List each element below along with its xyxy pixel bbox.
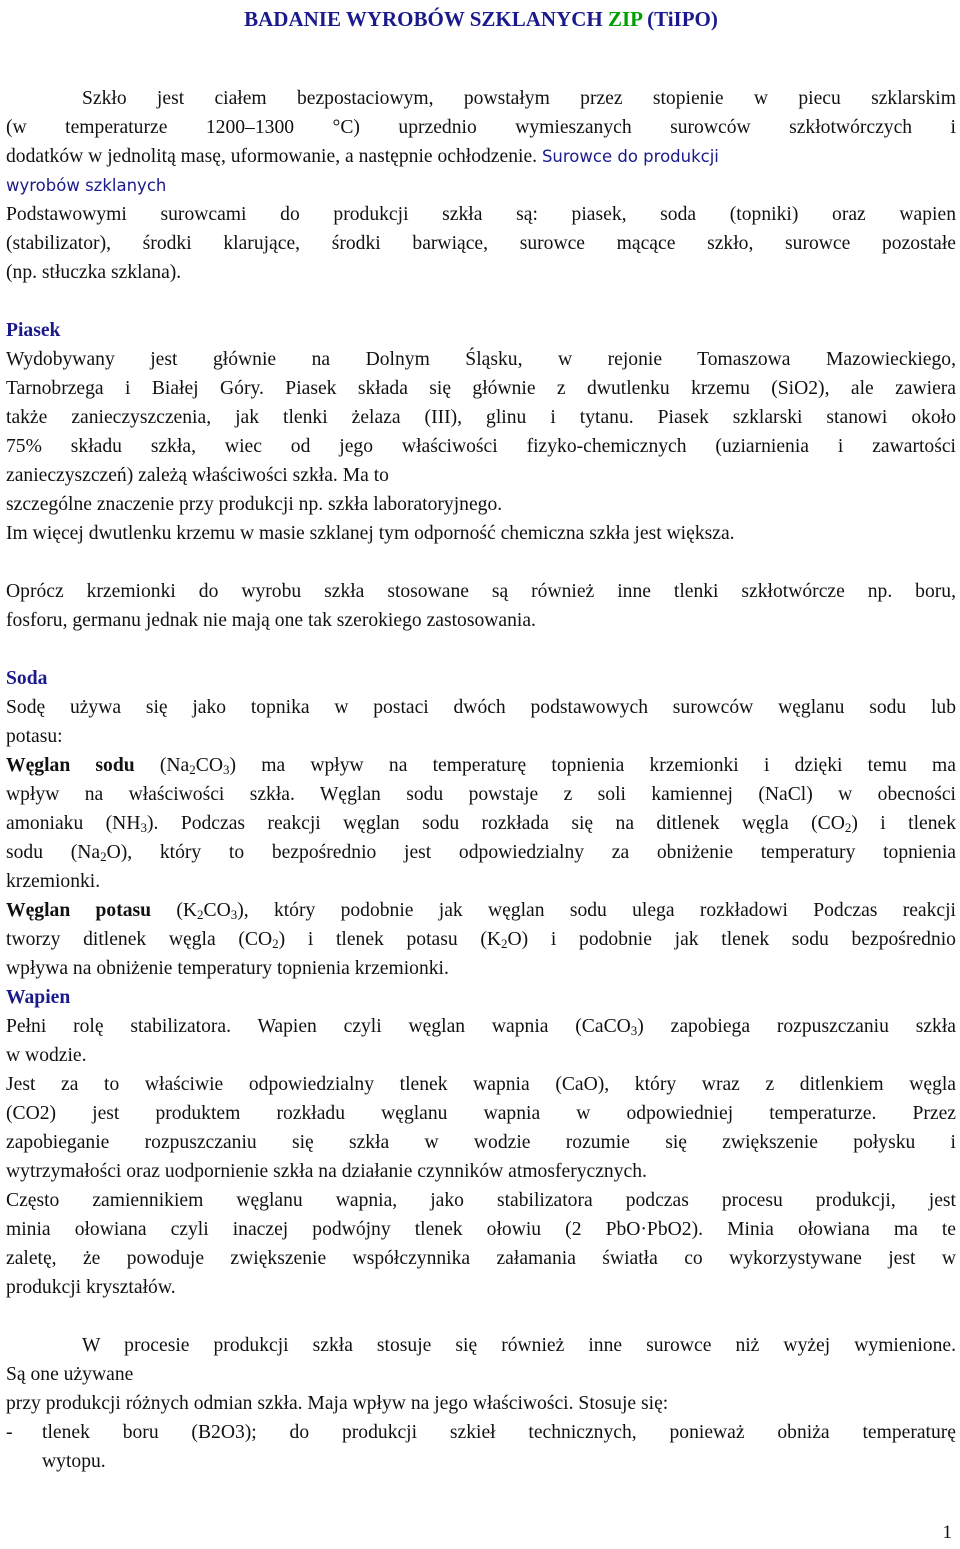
- subscript: 3: [222, 762, 230, 777]
- document-page: [6, 0, 956, 1476]
- text-span: sodu (Na: [6, 842, 101, 863]
- sans-heading-line: wyrobów szklanych: [6, 176, 167, 195]
- title-zip: ZIP: [607, 7, 642, 31]
- process-paragraph: [6, 1331, 956, 1476]
- text-line: Szkło jest ciałem bezpostaciowym, powstałym przez stopienie w piecu szklarskim: [82, 88, 956, 109]
- subscript: 2: [100, 849, 107, 864]
- text-line: przy produkcji różnych odmian szkła. Maja wpływ na jego właściwości. Stosuje się:: [6, 1393, 669, 1414]
- text-line: Sodę używa się jako topnika w postaci dwóch podstawowych surowców węglanu sodu lub: [6, 697, 956, 718]
- text-span: ) i tlenek: [851, 813, 956, 834]
- term-weglan-sodu: Węglan sodu: [6, 755, 135, 776]
- section-heading-wapien: Wapien: [6, 987, 71, 1008]
- text-line: wpływ na właściwości szkła. Węglan sodu powstaje z soli kamiennej (NaCl) w obecności: [6, 784, 956, 805]
- text-line: produkcji kryształów.: [6, 1277, 176, 1298]
- text-line: (stabilizator), środki klarujące, środki barwiące, surowce mącące szkło, surowce pozostałe: [6, 233, 956, 254]
- text-line: [6, 751, 956, 780]
- text-line: [6, 1012, 956, 1041]
- text-line: Oprócz krzemionki do wyrobu szkła stosowane są również inne tlenki szkłotwórcze np. boru,: [6, 581, 956, 602]
- text-span: ). Podczas reakcji węglan sodu rozkłada się na ditlenek węgla (CO: [147, 813, 845, 834]
- subscript: 2: [844, 820, 852, 835]
- text-span: dodatków w jednolitą masę, uformowanie, a następnie ochłodzenie.: [6, 146, 538, 167]
- formula-part: (Na: [159, 755, 190, 776]
- text-line: wytrzymałości oraz uodpornienie szkła na działanie czynników atmosferycznych.: [6, 1161, 647, 1182]
- text-span: amoniaku (NH: [6, 813, 141, 834]
- text-line: Tarnobrzega i Białej Góry. Piasek składa się głównie z dwutlenku krzemu (SiO2), ale zawiera: [6, 378, 956, 399]
- document-title: [6, 6, 956, 32]
- text-line: Wydobywany jest głównie na Dolnym Śląsku, w rejonie Tomaszowa Mazowieckiego,: [6, 349, 956, 370]
- text-span: ) ma wpływ na temperaturę topnienia krzemionki i dzięki temu ma: [229, 755, 956, 776]
- text-line: [6, 925, 956, 954]
- text-line: zanieczyszczeń) zależą właściwości szkła. Ma to: [6, 465, 389, 486]
- sans-heading-span: Surowce do produkcji: [541, 147, 719, 166]
- formula-part: CO: [195, 755, 223, 776]
- text-line: (w temperaturze 1200–1300 °C) uprzednio wymieszanych surowców szkłotwórczych i: [6, 117, 956, 138]
- wapien-paragraph: [6, 1012, 956, 1302]
- list-item: [6, 1418, 956, 1447]
- text-line: 75% składu szkła, wiec od jego właściwości fizyko-chemicznych (uziarnienia i zawartości: [6, 436, 956, 457]
- list-item-continuation: [6, 1447, 956, 1476]
- text-line: [6, 142, 956, 171]
- text-span: O), który to bezpośrednio jest odpowiedzialny za obniżenie temperatury topnienia: [106, 842, 956, 863]
- text-line: [6, 896, 956, 925]
- text-line: w wodzie.: [6, 1045, 87, 1066]
- text-span: ), który podobnie jak węglan sodu ulega rozkładowi Podczas reakcji: [237, 900, 957, 921]
- subscript: 2: [197, 907, 204, 922]
- text-line: fosforu, germanu jednak nie mają one tak szerokiego zastosowania.: [6, 610, 536, 631]
- page-number: 1: [942, 1522, 952, 1543]
- text-span: Pełni rolę stabilizatora. Wapien czyli węglan wapnia (CaCO: [6, 1016, 631, 1037]
- text-span: tworzy ditlenek węgla (CO: [6, 929, 273, 950]
- text-line: (CO2) jest produktem rozkładu węglanu wapnia w odpowiedniej temperaturze. Przez: [6, 1103, 956, 1124]
- text-line: potasu:: [6, 726, 63, 747]
- soda-paragraph: [6, 693, 956, 983]
- text-line: Często zamiennikiem węglanu wapnia, jako stabilizatora podczas procesu produkcji, jest: [6, 1190, 956, 1211]
- text-span: O) i podobnie jak tlenek sodu bezpośrednio: [507, 929, 956, 950]
- text-line: Jest za to właściwie odpowiedzialny tlenek wapnia (CaO), który wraz z ditlenkiem węgla: [6, 1074, 956, 1095]
- term-weglan-potasu: Węglan potasu: [6, 900, 152, 921]
- text-span: tlenek boru (B2O3); do produkcji szkieł technicznych, ponieważ obniża temperaturę: [42, 1422, 956, 1443]
- subscript: 3: [140, 820, 147, 835]
- text-span: ) i tlenek potasu (K: [278, 929, 502, 950]
- text-span: wytopu.: [42, 1451, 106, 1472]
- text-line: Są one używane: [6, 1364, 134, 1385]
- text-line: [6, 809, 956, 838]
- text-line: (np. stłuczka szklana).: [6, 262, 182, 283]
- piasek-paragraph: [6, 345, 956, 548]
- intro-paragraph: [6, 84, 956, 287]
- section-heading-soda: Soda: [6, 668, 48, 689]
- text-line: szczególne znaczenie przy produkcji np. szkła laboratoryjnego.: [6, 494, 503, 515]
- text-line: Im więcej dwutlenku krzemu w masie szklanej tym odporność chemiczna szkła jest większa.: [6, 523, 735, 544]
- text-line: zaletę, że powoduje zwiększenie współczynnika załamania światła co wykorzystywane jest w: [6, 1248, 956, 1269]
- bullet-dash: -: [6, 1422, 13, 1443]
- subscript: 2: [501, 936, 508, 951]
- title-main: BADANIE WYROBÓW SZKLANYCH: [244, 7, 603, 31]
- text-line: [6, 838, 956, 867]
- text-line: Podstawowymi surowcami do produkcji szkła są: piasek, soda (topniki) oraz wapien: [6, 204, 956, 225]
- text-line: krzemionki.: [6, 871, 101, 892]
- section-heading-piasek: Piasek: [6, 320, 61, 341]
- text-line: W procesie produkcji szkła stosuje się również inne surowce niż wyżej wymienione.: [82, 1335, 956, 1356]
- formula-part: (K: [176, 900, 198, 921]
- title-tip: (TiIPO): [647, 7, 718, 31]
- text-line: zapobieganie rozpuszczaniu się szkła w wodzie rozumie się zwiększenie połysku i: [6, 1132, 956, 1153]
- subscript: 3: [230, 907, 238, 922]
- subscript: 2: [272, 936, 279, 951]
- subscript: 3: [630, 1023, 638, 1038]
- text-span: ) zapobiega rozpuszczaniu szkła: [637, 1016, 956, 1037]
- formula-part: CO: [203, 900, 231, 921]
- other-oxides-paragraph: [6, 577, 956, 635]
- text-line: minia ołowiana czyli inaczej podwójny tlenek ołowiu (2 PbO·PbO2). Minia ołowiana ma te: [6, 1219, 956, 1240]
- subscript: 2: [189, 762, 196, 777]
- text-line: wpływa na obniżenie temperatury topnienia krzemionki.: [6, 958, 449, 979]
- text-line: także zanieczyszczenia, jak tlenki żelaza (III), glinu i tytanu. Piasek szklarski stanowi około: [6, 407, 956, 428]
